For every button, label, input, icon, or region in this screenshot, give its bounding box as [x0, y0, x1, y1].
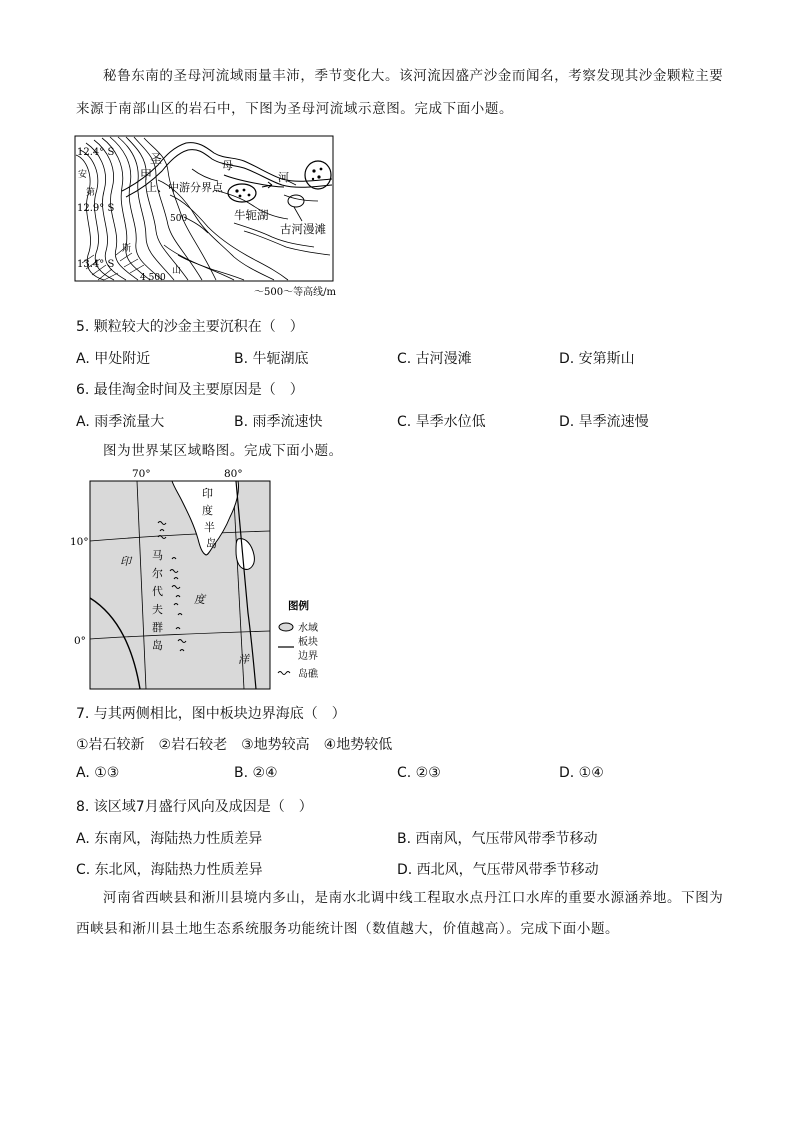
q7-option-d[interactable]: D. ①④ — [559, 765, 604, 781]
contour-4500-label: 4 500 — [140, 273, 166, 283]
lat-0-label: 0° — [74, 635, 86, 647]
q5-option-a[interactable]: A. 甲处附近 — [76, 351, 151, 367]
india-label-1: 印 — [202, 487, 213, 500]
ocean-label-yin: 印 — [120, 555, 131, 568]
river-label-mu: 母 — [222, 159, 233, 172]
maldives-label-3: 代 — [152, 585, 163, 598]
q8-option-d[interactable]: D. 西北风，气压带风带季节移动 — [397, 862, 599, 878]
q6-option-d[interactable]: D. 旱季流速慢 — [559, 414, 649, 430]
q8-stem: 8. 该区域7月盛行风向及成因是（ ） — [76, 799, 313, 815]
andes-label-si: 斯 — [122, 244, 132, 254]
contour-500-label: 500 — [170, 214, 188, 224]
q5-option-b[interactable]: B. 牛轭湖底 — [234, 351, 309, 367]
legend-reef-swatch — [278, 672, 290, 675]
india-label-2: 度 — [202, 504, 213, 517]
q5-option-d[interactable]: D. 安第斯山 — [559, 351, 635, 367]
ocean-label-yang: 洋 — [238, 653, 249, 666]
legend-plate-label-2: 边界 — [298, 651, 318, 662]
maldives-label-2: 尔 — [152, 567, 163, 580]
q5-stem: 5. 颗粒较大的沙金主要沉积在（ ） — [76, 319, 304, 335]
india-label-3: 半 — [204, 521, 215, 534]
q6-option-a[interactable]: A. 雨季流量大 — [76, 414, 165, 430]
andes-label-shan: 山 — [172, 266, 182, 276]
maldives-label-5: 群 — [152, 621, 163, 634]
indian-ocean-map — [70, 463, 340, 695]
intro1-line1: 秘鲁东南的圣母河流域雨量丰沛，季节变化大。该河流因盛产沙金而闻名，考察发现其沙金颗粒主要 — [103, 68, 724, 84]
upper-middle-boundary-label: 上、中游分界点 — [146, 181, 223, 194]
intro2: 图为世界某区域略图。完成下面小题。 — [103, 443, 343, 459]
intro3-line2: 西峡县和淅川县土地生态系统服务功能统计图（数值越大，价值越高）。完成下面小题。 — [76, 921, 620, 937]
andes-label-di: 第 — [86, 188, 96, 198]
lat-label-2: 12.9° S — [77, 203, 115, 214]
q6-option-b[interactable]: B. 雨季流速快 — [234, 414, 323, 430]
q7-option-b[interactable]: B. ②④ — [234, 765, 278, 781]
river-label-he: 河 — [278, 171, 289, 184]
contour-legend: ～500～等高线/m — [254, 287, 336, 298]
lon-80-label: 80° — [224, 468, 243, 480]
legend-water-swatch — [279, 623, 293, 631]
q6-stem: 6. 最佳淘金时间及主要原因是（ ） — [76, 382, 304, 398]
q8-option-b[interactable]: B. 西南风，气压带风带季节移动 — [397, 831, 598, 847]
ocean-label-du: 度 — [194, 593, 205, 606]
india-label-4: 岛 — [206, 537, 217, 550]
maldives-label-4: 夫 — [152, 603, 163, 616]
maldives-label-1: 马 — [152, 549, 163, 562]
legend-water-label: 水域 — [298, 623, 318, 634]
lon-70-label: 70° — [132, 468, 151, 480]
lat-label-1: 12.4° S — [77, 147, 115, 158]
q7-choices: ①岩石较新 ②岩石较老 ③地势较高 ④地势较低 — [76, 737, 393, 753]
legend-title: 图例 — [288, 600, 309, 612]
q8-option-a[interactable]: A. 东南风，海陆热力性质差异 — [76, 831, 263, 847]
q7-stem: 7. 与其两侧相比，图中板块边界海底（ ） — [76, 706, 346, 722]
maldives-label-6: 岛 — [152, 639, 163, 652]
river-basin-map — [74, 135, 344, 300]
q8-option-c[interactable]: C. 东北风，海陆热力性质差异 — [76, 862, 263, 878]
q7-option-c[interactable]: C. ②③ — [397, 765, 441, 781]
river-label-sheng: 圣 — [150, 152, 163, 166]
legend-reef-label: 岛礁 — [298, 669, 318, 680]
legend-plate-label-1: 板块 — [298, 637, 318, 648]
q5-option-c[interactable]: C. 古河漫滩 — [397, 351, 472, 367]
lat-label-3: 13.4° S — [77, 259, 115, 270]
intro1-line2: 来源于南部山区的岩石中，下图为圣母河流域示意图。完成下面小题。 — [76, 101, 514, 117]
andes-label-an: 安 — [78, 170, 88, 180]
lat-10-label: 10° — [70, 536, 89, 548]
q7-option-a[interactable]: A. ①③ — [76, 765, 120, 781]
intro3-line1: 河南省西峡县和淅川县境内多山，是南水北调中线工程取水点丹江口水库的重要水源涵养地。下图为 — [103, 890, 724, 906]
jia-label: 甲 — [140, 168, 153, 182]
ancient-floodplain-label: 古河漫滩 — [280, 222, 326, 236]
q6-option-c[interactable]: C. 旱季水位低 — [397, 414, 486, 430]
oxbow-lake-label: 牛轭湖 — [234, 208, 269, 222]
